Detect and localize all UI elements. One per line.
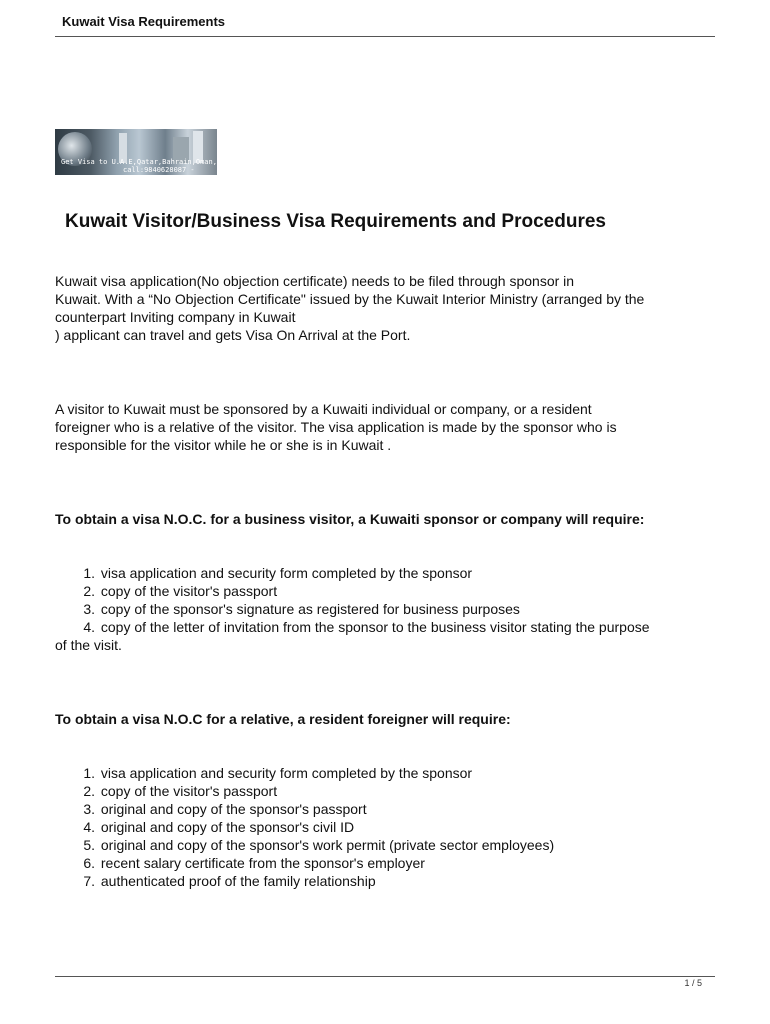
paragraph-line: counterpart Inviting company in Kuwait bbox=[55, 309, 296, 325]
page-title: Kuwait Visitor/Business Visa Requirements and Procedures bbox=[65, 211, 606, 232]
list-item: 1. visa application and security form completed by the sponsor bbox=[83, 565, 473, 581]
relative-section-heading: To obtain a visa N.O.C for a relative, a resident foreigner will require: bbox=[55, 711, 511, 727]
list-item: 7. authenticated proof of the family relationship bbox=[83, 873, 376, 889]
list-item: 3. original and copy of the sponsor's passport bbox=[83, 801, 367, 817]
paragraph-line: A visitor to Kuwait must be sponsored by a Kuwaiti individual or company, or a resident bbox=[55, 401, 592, 417]
header-divider bbox=[55, 36, 715, 37]
banner-text-line2: call:9840628087 - bbox=[123, 166, 195, 174]
paragraph-line: responsible for the visitor while he or she is in Kuwait . bbox=[55, 437, 392, 453]
list-item: 4. copy of the letter of invitation from the sponsor to the business visitor stating the purpose bbox=[83, 619, 650, 635]
paragraph-line: foreigner who is a relative of the visitor. The visa application is made by the sponsor who is bbox=[55, 419, 617, 435]
list-item: 2. copy of the visitor's passport bbox=[83, 583, 278, 599]
business-section-heading: To obtain a visa N.O.C. for a business visitor, a Kuwaiti sponsor or company will require: bbox=[55, 511, 645, 527]
list-item: 1. visa application and security form completed by the sponsor bbox=[83, 765, 473, 781]
list-item: 3. copy of the sponsor's signature as registered for business purposes bbox=[83, 601, 520, 617]
relative-requirements-list bbox=[55, 764, 554, 890]
banner-text-line1: Get Visa to U.A.E,Qatar,Bahrain,Oman,Saudi bbox=[61, 158, 239, 166]
paragraph-line: ) applicant can travel and gets Visa On Arrival at the Port. bbox=[55, 327, 411, 343]
list-item: 4. original and copy of the sponsor's civil ID bbox=[83, 819, 355, 835]
list-item: 2. copy of the visitor's passport bbox=[83, 783, 278, 799]
list-item-continuation: of the visit. bbox=[55, 637, 122, 653]
business-requirements-list bbox=[55, 564, 650, 654]
page-number: 1 / 5 bbox=[684, 978, 702, 988]
running-header-title: Kuwait Visa Requirements bbox=[62, 14, 226, 29]
list-item: 6. recent salary certificate from the sponsor's employer bbox=[83, 855, 425, 871]
list-item: 5. original and copy of the sponsor's work permit (private sector employees) bbox=[83, 837, 555, 853]
paragraph-line: Kuwait. With a “No Objection Certificate" issued by the Kuwait Interior Ministry (arranged by the bbox=[55, 291, 645, 307]
intro-paragraph bbox=[55, 272, 644, 344]
paragraph-line: Kuwait visa application(No objection certificate) needs to be filed through sponsor in bbox=[55, 273, 575, 289]
sponsor-paragraph bbox=[55, 400, 617, 454]
visa-banner-image bbox=[55, 129, 239, 175]
footer-divider bbox=[55, 976, 715, 977]
